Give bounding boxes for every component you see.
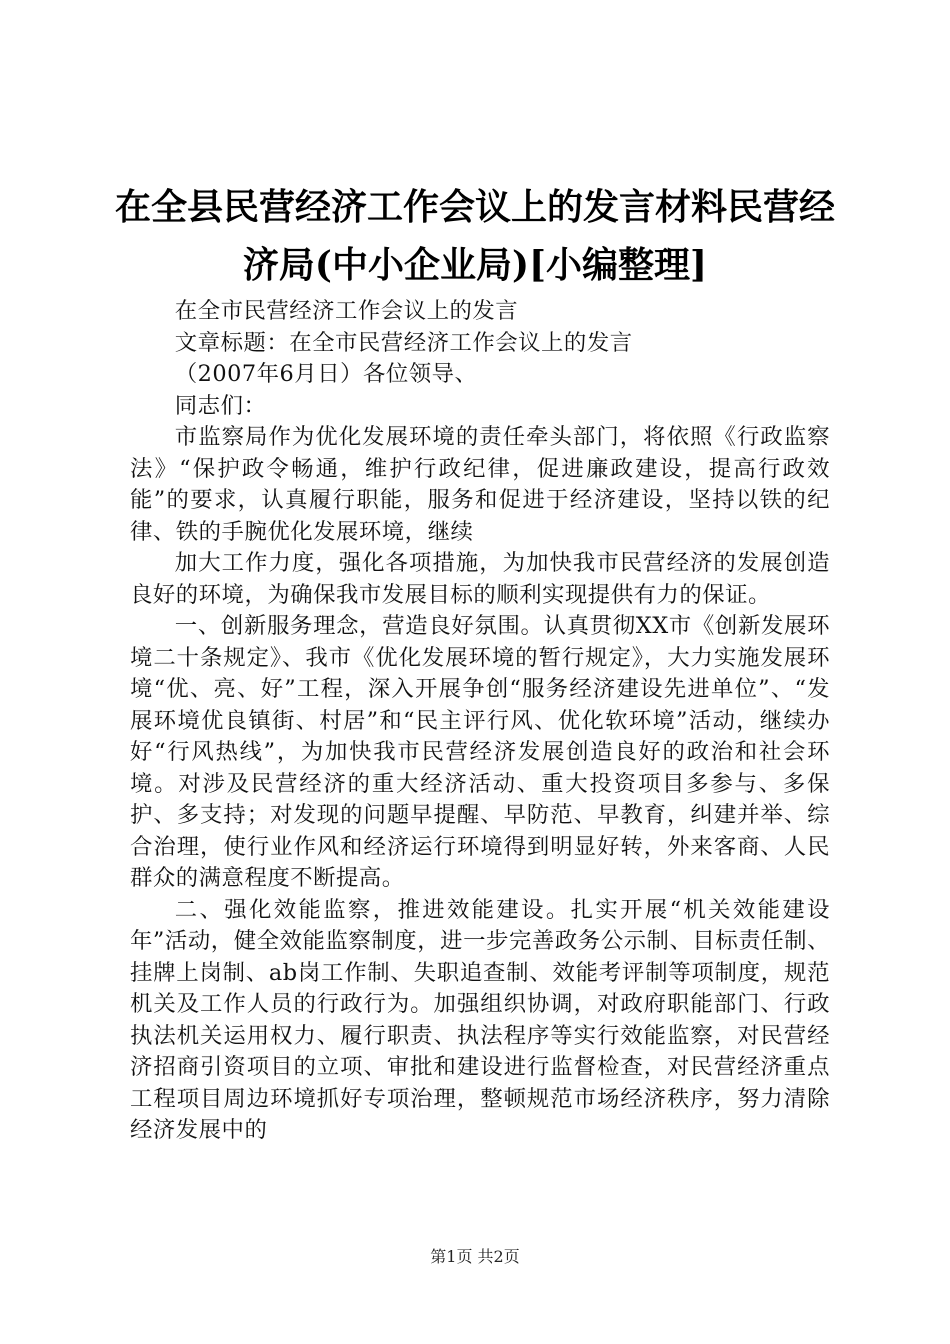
paragraph: 在全市民营经济工作会议上的发言 [174, 298, 519, 324]
paragraph: 文章标题：在全市民营经济工作会议上的发言 [174, 329, 633, 356]
paragraph: 市监察局作为优化发展环境的责任牵头部门，将依照《行政监察法》“保护政令畅通，维护行政纪律，促进廉政建设，提高行政效能”的要求，认真履行职能，服务和促进于经济建设，坚持以铁的纪律、铁的手腕优化发展环境，继续 [130, 424, 830, 545]
paragraph: 加大工作力度，强化各项措施，为加快我市民营经济的发展创造良好的环境，为确保我市发展目标的顺利实现提供有力的保证。 [130, 550, 830, 608]
document-title: 在全县民营经济工作会议上的发言材料民营经济局(中小企业局)[小编整理] [114, 186, 835, 286]
document-body [130, 296, 830, 1147]
paragraph: （2007年6月日）各位领导、 [174, 361, 478, 387]
paragraph: 同志们： [174, 392, 267, 419]
page-footer: 第1页 共2页 [430, 1247, 520, 1266]
paragraph: 一、创新服务理念，营造良好氛围。认真贯彻XX市《创新发展环境二十条规定》、我市《优化发展环境的暂行规定》，大力实施发展环境“优、亮、好”工程，深入开展争创“服务经济建设先进单位”、“发展环境优良镇街、村居”和“民主评行风、优化软环境”活动，继续办好“行风热线”，为加快我市民营经济发展创造良好的政治和社会环境。对涉及民营经济的重大经济活动、重大投资项目多参与、多保护、多支持；对发现的问题早提醒、早防范、早教育，纠建并举、综合治理，使行业作风和经济运行环境得到明显好转，外来客商、人民群众的满意程度不断提高。 [130, 613, 830, 891]
paragraph: 二、强化效能监察，推进效能建设。扎实开展“机关效能建设年”活动，健全效能监察制度，进一步完善政务公示制、目标责任制、挂牌上岗制、ab岗工作制、失职追查制、效能考评制等项制度，规范机关及工作人员的行政行为。加强组织协调，对政府职能部门、行政执法机关运用权力、履行职责、执法程序等实行效能监察，对民营经济招商引资项目的立项、审批和建设进行监督检查，对民营经济重点工程项目周边环境抓好专项治理，整顿规范市场经济秩序，努力清除经济发展中的 [130, 896, 830, 1143]
